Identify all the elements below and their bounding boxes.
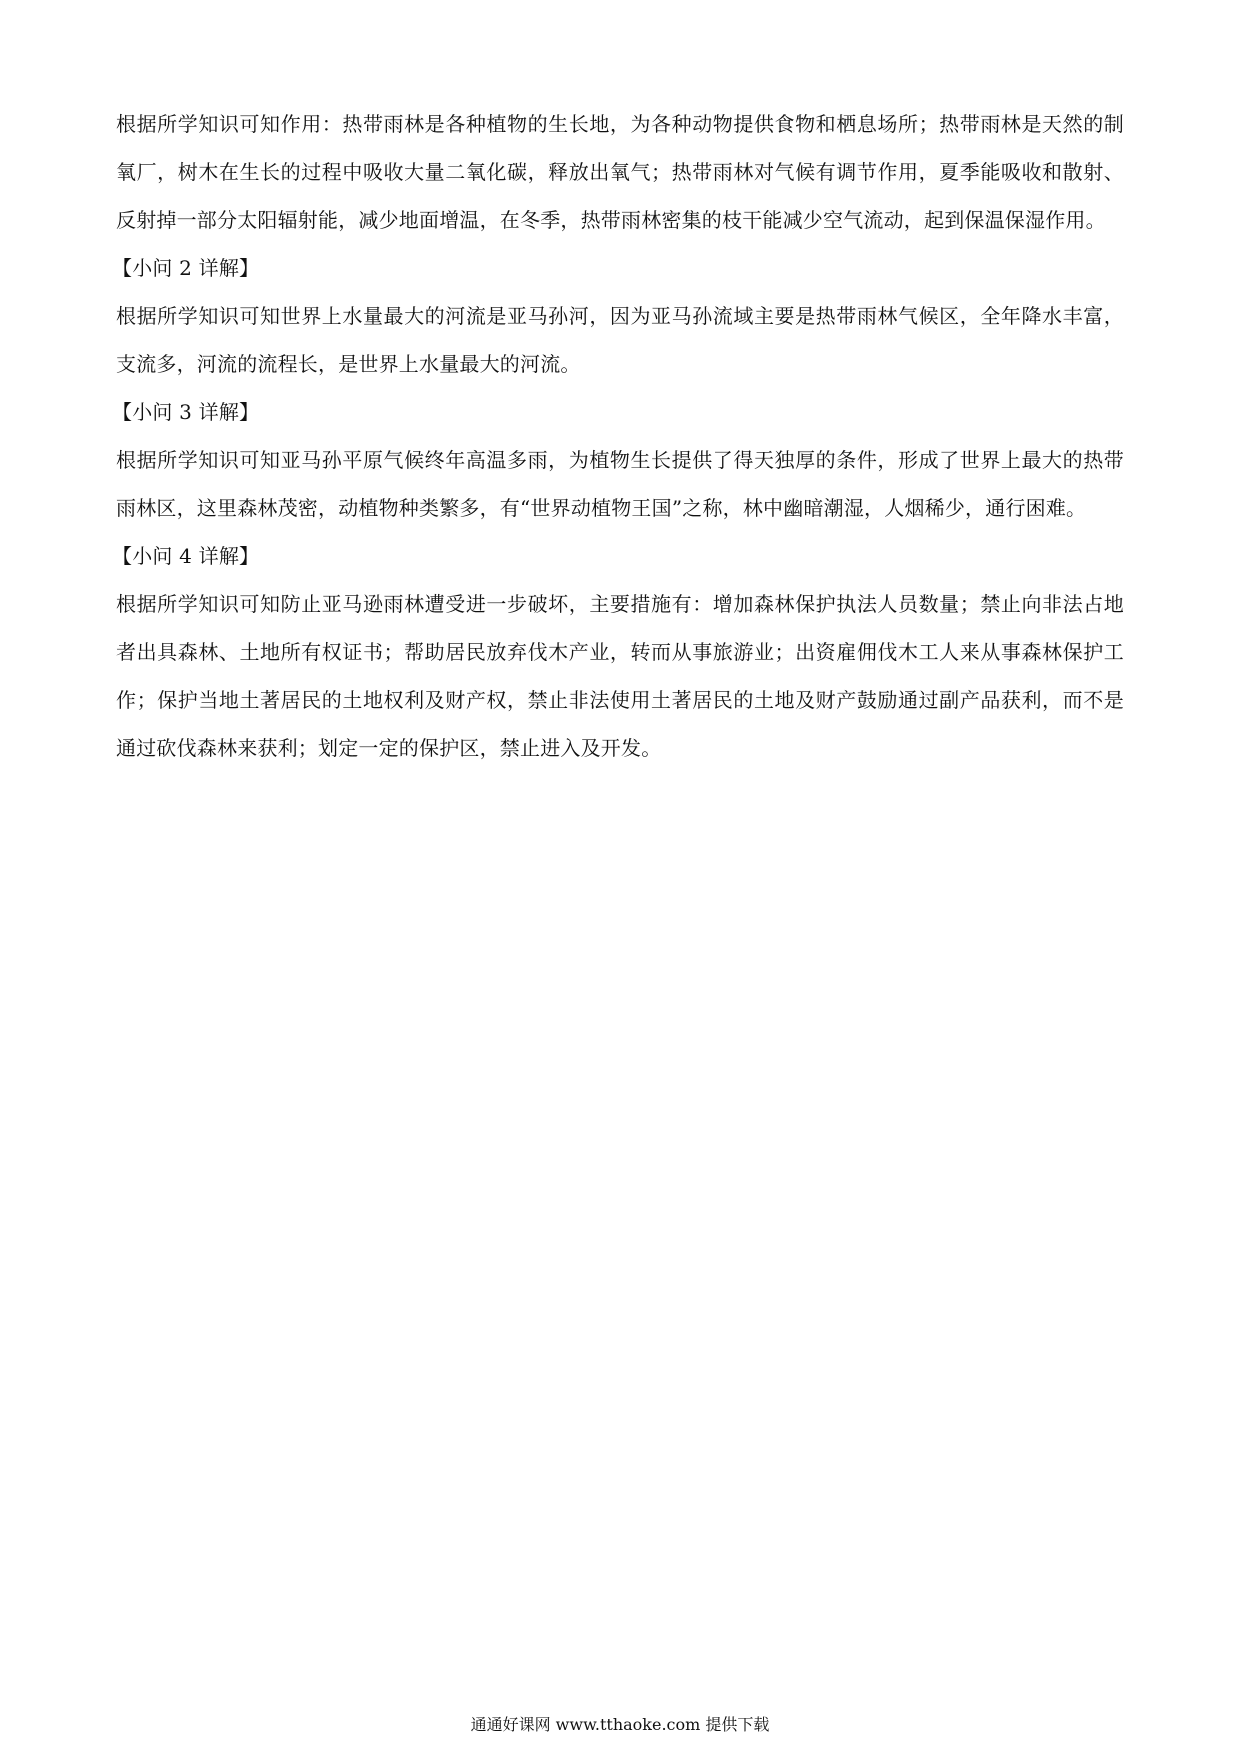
section-heading-question-4: 【小问 4 详解】 [112, 544, 260, 568]
section-heading-question-3: 【小问 3 详解】 [112, 400, 260, 424]
answer-paragraph-2: 根据所学知识可知世界上水量最大的河流是亚马孙河，因为亚马孙流域主要是热带雨林气候区，全年降水丰富，支流多，河流的流程长，是世界上水量最大的河流。 [116, 304, 1124, 376]
answer-paragraph-3: 根据所学知识可知亚马孙平原气候终年高温多雨，为植物生长提供了得天独厚的条件，形成了世界上最大的热带雨林区，这里森林茂密，动植物种类繁多，有“世界动植物王国”之称，林中幽暗潮湿，人烟稀少，通行困难。 [116, 448, 1124, 520]
section-heading-question-2: 【小问 2 详解】 [112, 256, 260, 280]
page-footer: 通通好课网 www.tthaoke.com 提供下载 [470, 1715, 770, 1734]
document-body [112, 100, 1124, 772]
answer-paragraph-4: 根据所学知识可知防止亚马逊雨林遭受进一步破坏，主要措施有：增加森林保护执法人员数量；禁止向非法占地者出具森林、土地所有权证书；帮助居民放弃伐木产业，转而从事旅游业；出资雇佣伐木工人来从事森林保护工作；保护当地土著居民的土地权利及财产权，禁止非法使用土著居民的土地及财产鼓励通过副产品获利，而不是通过砍伐森林来获利；划定一定的保护区，禁止进入及开发。 [116, 592, 1124, 760]
answer-paragraph-1: 根据所学知识可知作用：热带雨林是各种植物的生长地，为各种动物提供食物和栖息场所；热带雨林是天然的制氧厂，树木在生长的过程中吸收大量二氧化碳，释放出氧气；热带雨林对气候有调节作用，夏季能吸收和散射、反射掉一部分太阳辐射能，减少地面增温，在冬季，热带雨林密集的枝干能减少空气流动，起到保温保湿作用。 [116, 112, 1124, 232]
